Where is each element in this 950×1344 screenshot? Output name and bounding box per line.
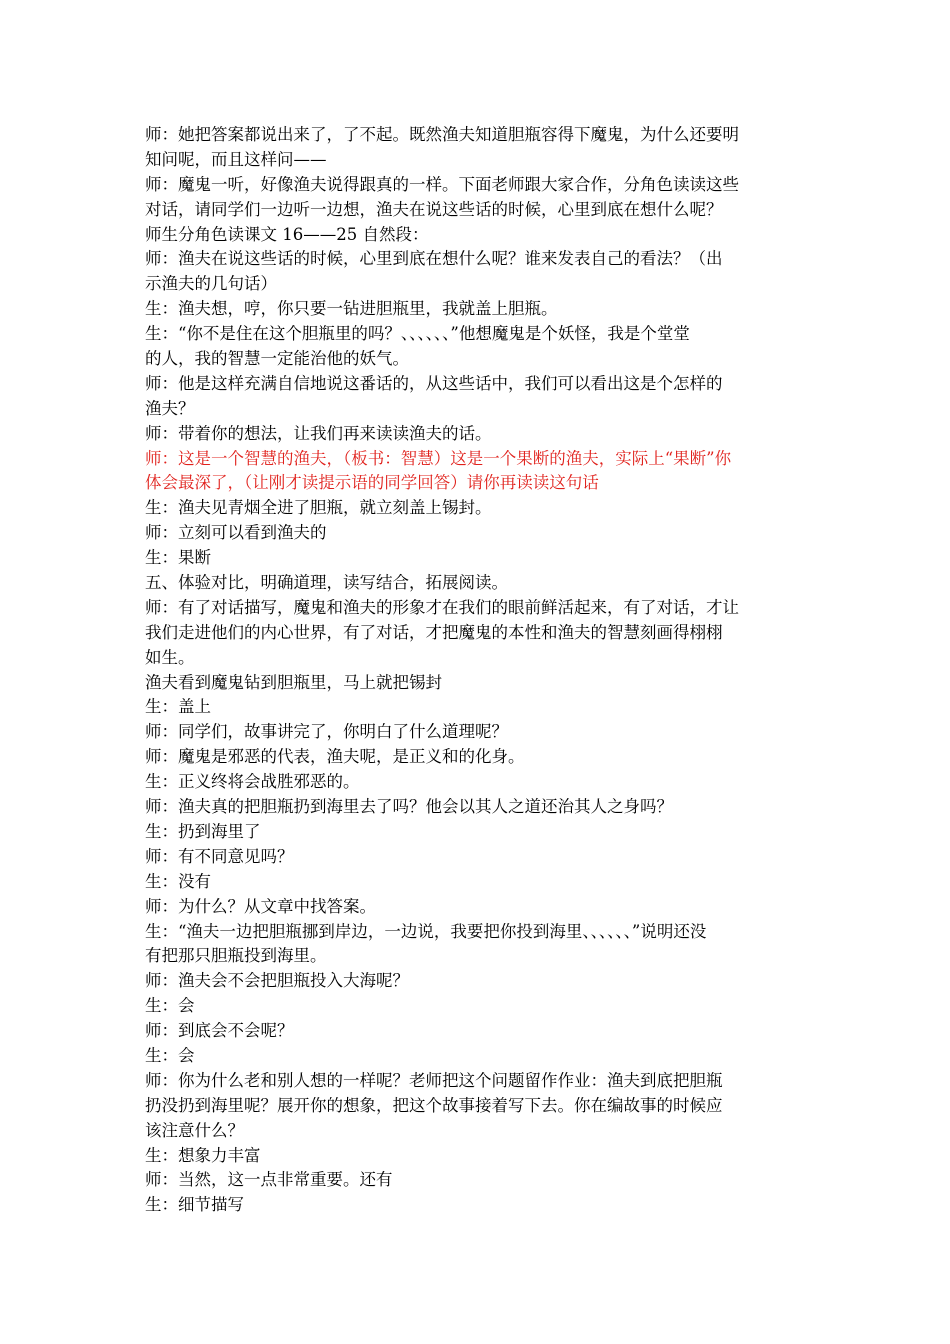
text-line: 师：当然，这一点非常重要。还有 — [145, 1170, 393, 1190]
text-line: 扔没扔到海里呢？展开你的想象，把这个故事接着写下去。你在编故事的时候应 — [145, 1095, 723, 1115]
text-line: 师：有了对话描写，魔鬼和渔夫的形象才在我们的眼前鲜活起来，有了对话，才让 — [145, 597, 739, 617]
text-line: 渔夫？ — [145, 398, 195, 418]
text-line: 生：没有 — [145, 871, 211, 891]
text-line: 生：正义终将会战胜邪恶的。 — [145, 772, 360, 792]
text-line: 师：到底会不会呢？ — [145, 1021, 294, 1041]
text-line: 如生。 — [145, 647, 195, 667]
text-line: 师：渔夫会不会把胆瓶投入大海呢？ — [145, 971, 409, 991]
text-line: 生：细节描写 — [145, 1195, 244, 1215]
text-line: 师：有不同意见吗？ — [145, 846, 294, 866]
text-line: 师：带着你的想法，让我们再来读读渔夫的话。 — [145, 423, 492, 443]
text-line: 师：魔鬼是邪恶的代表，渔夫呢，是正义和的化身。 — [145, 747, 525, 767]
text-line: 生：会 — [145, 1045, 195, 1065]
text-line: 五、体验对比，明确道理，读写结合，拓展阅读。 — [145, 573, 508, 593]
text-line: 师：你为什么老和别人想的一样呢？老师把这个问题留作作业：渔夫到底把胆瓶 — [145, 1070, 723, 1090]
text-line: 师：魔鬼一听，好像渔夫说得跟真的一样。下面老师跟大家合作，分角色读读这些 — [145, 174, 739, 194]
text-line: 生：果断 — [145, 548, 211, 568]
text-line: 该注意什么？ — [145, 1120, 244, 1140]
text-line: 师：同学们，故事讲完了，你明白了什么道理呢？ — [145, 722, 508, 742]
text-line: 有把那只胆瓶投到海里。 — [145, 946, 327, 966]
text-line: 对话，请同学们一边听一边想，渔夫在说这些话的时候，心里到底在想什么呢？ — [145, 199, 723, 219]
text-line: 生：“你不是住在这个胆瓶里的吗？、、、、、、”他想魔鬼是个妖怪，我是个堂堂 — [145, 324, 690, 344]
text-line: 师：渔夫在说这些话的时候，心里到底在想什么呢？谁来发表自己的看法？（出 — [145, 249, 723, 269]
text-line: 师：为什么？从文章中找答案。 — [145, 896, 376, 916]
text-line: 生：渔夫想，哼，你只要一钻进胆瓶里，我就盖上胆瓶。 — [145, 299, 558, 319]
text-line: 示渔夫的几句话） — [145, 274, 277, 294]
text-line: 的人，我的智慧一定能治他的妖气。 — [145, 349, 409, 369]
text-line: 生：会 — [145, 996, 195, 1016]
highlighted-text-line: 师：这是一个智慧的渔夫，（板书：智慧）这是一个果断的渔夫，实际上“果断”你 — [145, 448, 732, 468]
document-page — [145, 123, 810, 1218]
text-line: 知问呢，而且这样问—— — [145, 149, 327, 169]
text-line: 生：渔夫见青烟全进了胆瓶，就立刻盖上锡封。 — [145, 498, 492, 518]
text-line: 渔夫看到魔鬼钻到胆瓶里，马上就把锡封 — [145, 672, 442, 692]
text-line: 生：扔到海里了 — [145, 821, 261, 841]
text-line: 师生分角色读课文 16——25 自然段： — [145, 224, 429, 244]
text-line: 我们走进他们的内心世界，有了对话，才把魔鬼的本性和渔夫的智慧刻画得栩栩 — [145, 622, 723, 642]
text-line: 师：渔夫真的把胆瓶扔到海里去了吗？他会以其人之道还治其人之身吗？ — [145, 797, 673, 817]
text-line: 生：想象力丰富 — [145, 1145, 261, 1165]
text-line: 师：立刻可以看到渔夫的 — [145, 523, 327, 543]
text-line: 师：她把答案都说出来了，了不起。既然渔夫知道胆瓶容得下魔鬼，为什么还要明 — [145, 125, 739, 144]
text-line: 师：他是这样充满自信地说这番话的，从这些话中，我们可以看出这是个怎样的 — [145, 373, 723, 393]
highlighted-text-line: 体会最深了，（让刚才读提示语的同学回答）请你再读读这句话 — [145, 473, 599, 493]
text-line: 生：盖上 — [145, 697, 211, 717]
text-line: 生：“渔夫一边把胆瓶挪到岸边，一边说，我要把你投到海里、、、、、、”说明还没 — [145, 921, 707, 941]
